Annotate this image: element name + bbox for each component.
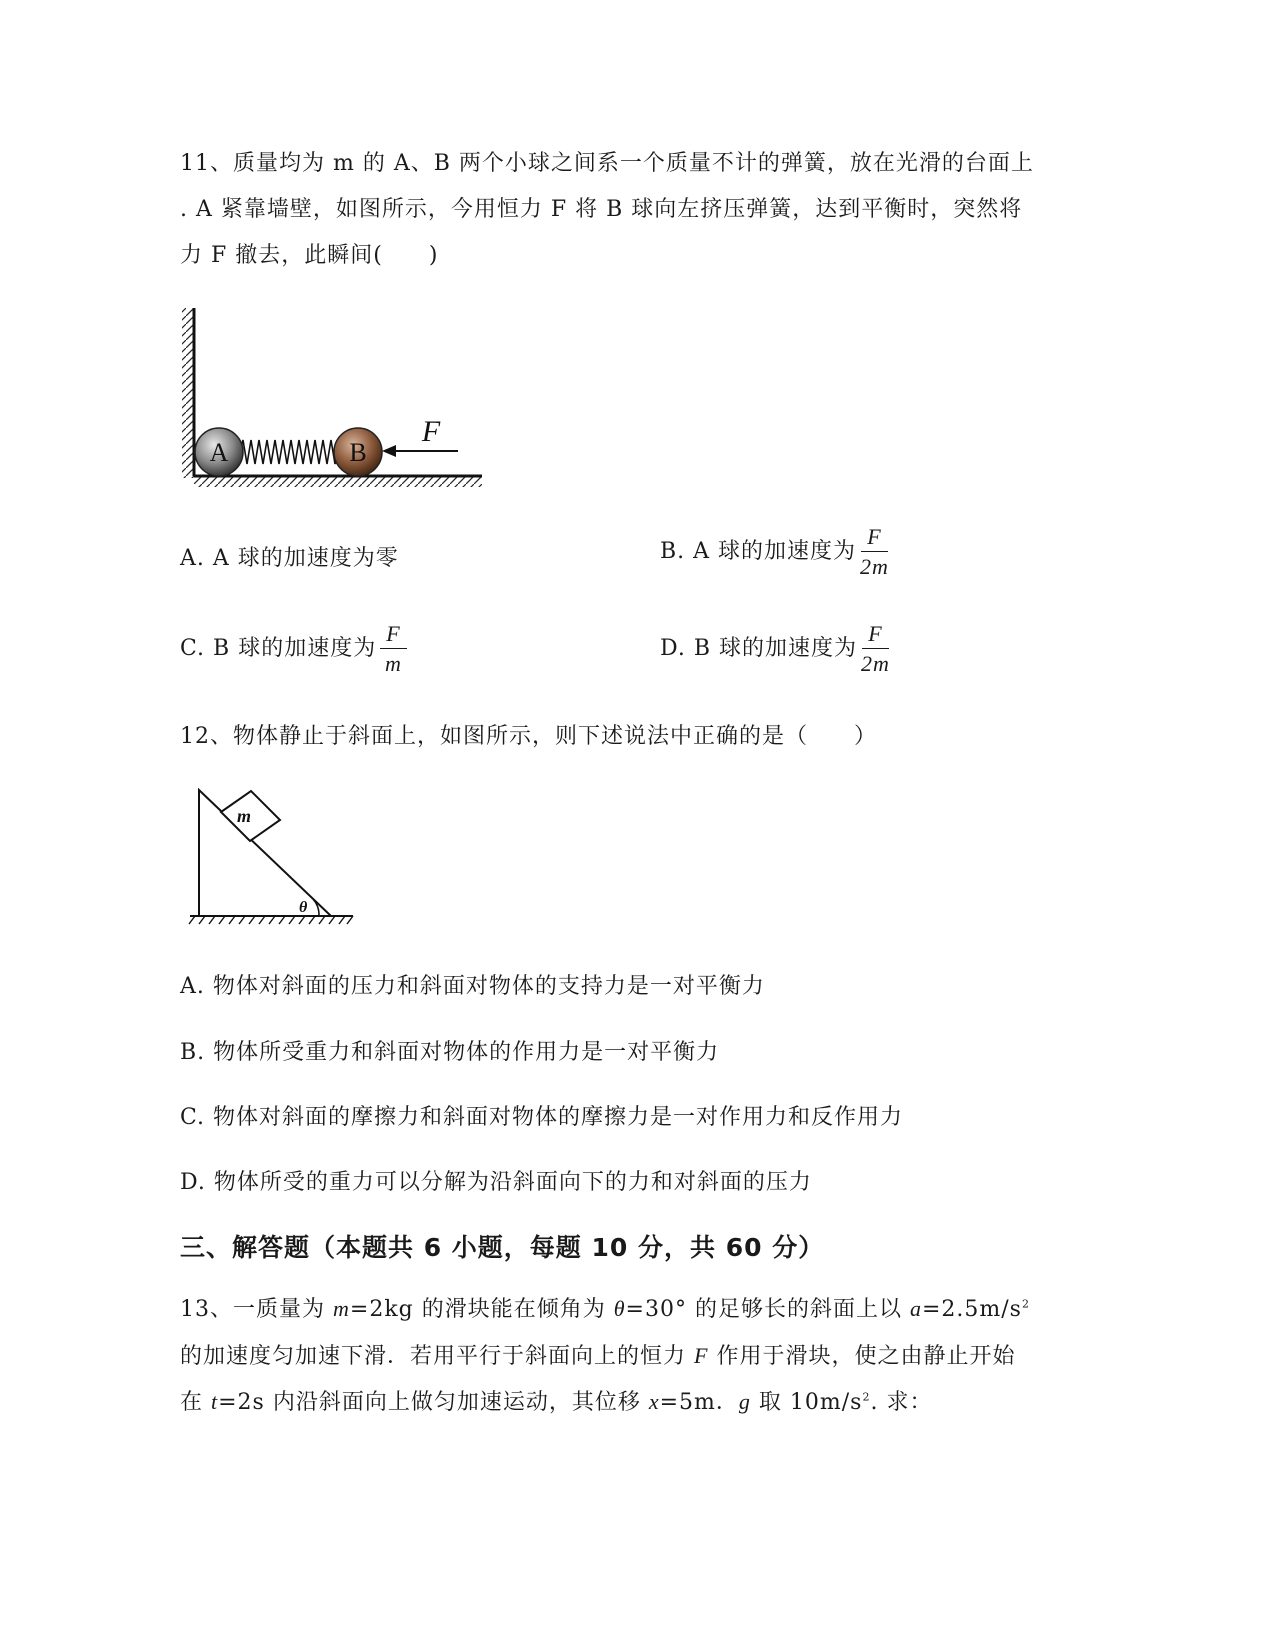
text-segment: 13、一质量为 [180,1297,333,1322]
math-var: θ [613,1296,626,1321]
q11-option-d [660,623,890,675]
text-segment: =2s 内沿斜面向上做匀加速运动，其位移 [218,1390,649,1415]
incline-figure [185,785,360,930]
q11-option-b-fraction [860,526,889,578]
fraction-numerator: F [861,526,887,552]
force-arrow [382,415,458,457]
text-segment: =2.5m/s [921,1297,1022,1322]
q12-option-d: D. 物体所受的重力可以分解为沿斜面向下的力和对斜面的压力 [180,1170,812,1195]
q11-option-b-text: B. A 球的加速度为 [660,539,857,564]
ball-b [334,428,382,476]
math-var: m [333,1296,350,1321]
q13-line-2 [180,1339,1015,1370]
math-var: a [909,1296,922,1321]
svg-text:m: m [236,806,252,826]
text-segment: . 求： [870,1390,933,1415]
svg-text:B: B [349,438,367,467]
section-heading: 三、解答题（本题共 6 小题，每题 10 分，共 60 分） [180,1233,825,1262]
q11-option-c-text: C. B 球的加速度为 [180,636,377,661]
q11-line-3: 力 F 撤去，此瞬间( ) [180,243,439,268]
block [221,791,280,841]
text-segment: 的加速度匀加速下滑．若用平行于斜面向上的恒力 [180,1344,694,1369]
q13-line-1 [180,1292,1030,1323]
fraction-denominator: m [384,651,402,676]
q12-option-c: C. 物体对斜面的摩擦力和斜面对物体的摩擦力是一对作用力和反作用力 [180,1105,904,1130]
math-var: g [738,1389,751,1414]
fraction-numerator: F [380,623,406,649]
wall [182,308,194,478]
ground [189,916,353,924]
q11-option-d-fraction [861,623,890,675]
q11-line-1: 11、质量均为 m 的 A、B 两个小球之间系一个质量不计的弹簧，放在光滑的台面上 [180,151,1034,176]
superscript: 2 [862,1390,871,1404]
q11-option-c-fraction [380,623,406,675]
text-segment: =2kg 的滑块能在倾角为 [349,1297,614,1322]
q11-option-c [180,623,407,675]
spring [240,440,339,464]
text-segment: =5m． [659,1390,739,1415]
text-segment: 在 [180,1390,211,1415]
fraction-denominator: 2m [861,651,890,676]
q12-line-1: 12、物体静止于斜面上，如图所示，则下述说法中正确的是（ ） [180,724,877,749]
math-var: F [694,1343,709,1368]
fraction-denominator: 2m [860,554,889,579]
q13-line-3 [180,1385,932,1416]
spring-balls-figure [170,300,490,495]
floor [194,476,482,487]
q12-option-a: A. 物体对斜面的压力和斜面对物体的支持力是一对平衡力 [180,974,765,999]
text-segment: 作用于滑块，使之由静止开始 [708,1344,1016,1369]
ball-a [195,428,243,476]
math-var: t [211,1389,219,1414]
superscript: 2 [1021,1297,1030,1311]
q11-option-b [660,526,889,578]
angle-label: θ [299,899,308,916]
q12-option-b: B. 物体所受重力和斜面对物体的作用力是一对平衡力 [180,1040,720,1065]
q11-option-a: A. A 球的加速度为零 [180,546,399,571]
math-var: x [648,1389,660,1414]
q11-line-2: . A 紧靠墙壁，如图所示，今用恒力 F 将 B 球向左挤压弹簧，达到平衡时，突然将 [180,197,1023,222]
svg-text:A: A [209,438,229,467]
text-segment: =30° 的足够长的斜面上以 [625,1297,910,1322]
fraction-numerator: F [862,623,888,649]
q11-option-d-text: D. B 球的加速度为 [660,636,858,661]
text-segment: 取 10m/s [750,1390,863,1415]
svg-text:F: F [421,415,441,448]
